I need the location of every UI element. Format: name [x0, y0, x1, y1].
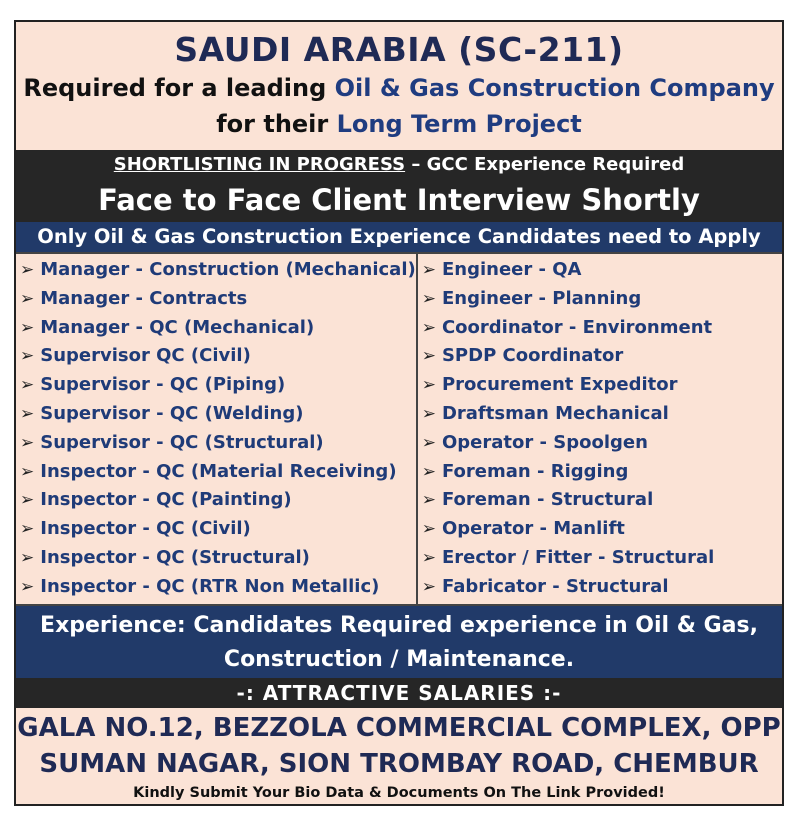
- position-title: Manager - Construction (Mechanical): [40, 259, 416, 280]
- gcc-requirement: – GCC Experience Required: [405, 154, 685, 175]
- positions-lists: [16, 252, 782, 606]
- positions-left-column: [16, 254, 418, 604]
- arrow-bullet-icon: ➢: [20, 461, 35, 482]
- requirement-line: [16, 70, 782, 106]
- position-title: Inspector - QC (Structural): [40, 546, 310, 568]
- address-line-2: SUMAN NAGAR, SION TROMBAY ROAD, CHEMBUR: [39, 749, 759, 779]
- interview-band: Face to Face Client Interview Shortly: [16, 180, 782, 222]
- position-title: Fabricator - Structural: [441, 575, 669, 597]
- position-title: Engineer - Planning: [441, 287, 642, 309]
- position-title: Coordinator - Environment: [441, 316, 713, 338]
- arrow-bullet-icon: ➢: [421, 432, 436, 453]
- position-title: Engineer - QA: [441, 259, 582, 280]
- position-title: Inspector - QC (RTR Non Metallic): [40, 575, 380, 597]
- positions-right-list: [418, 256, 782, 602]
- position-item: [422, 458, 782, 487]
- position-title: Foreman - Structural: [441, 489, 654, 511]
- arrow-bullet-icon: ➢: [20, 432, 35, 453]
- project-prefix: for their: [216, 110, 337, 138]
- shortlisting-label: SHORTLISTING IN PROGRESS: [113, 154, 406, 175]
- address-line-1: GALA NO.12, BEZZOLA COMMERCIAL COMPLEX, OPP: [17, 713, 781, 743]
- project-type: Long Term Project: [336, 110, 582, 138]
- company-type: Oil & Gas Construction Company: [334, 74, 775, 102]
- position-item: [422, 429, 782, 458]
- position-title: Operator - Manlift: [441, 518, 625, 540]
- positions-right-column: [418, 254, 782, 604]
- position-title: Draftsman Mechanical: [441, 402, 669, 424]
- apply-band: Only Oil & Gas Construction Experience Candidates need to Apply: [16, 222, 782, 252]
- footer-note: Kindly Submit Your Bio Data & Documents On The Link Provided!: [133, 785, 665, 801]
- salaries-band: -: ATTRACTIVE SALARIES :-: [16, 678, 782, 708]
- arrow-bullet-icon: ➢: [421, 403, 436, 424]
- position-item: [20, 256, 416, 285]
- position-title: Supervisor - QC (Welding): [40, 402, 304, 424]
- arrow-bullet-icon: ➢: [20, 403, 35, 424]
- position-item: [422, 515, 782, 544]
- arrow-bullet-icon: ➢: [20, 260, 35, 280]
- position-item: [20, 285, 416, 314]
- experience-line-1: Experience: Candidates Required experience in Oil & Gas,: [40, 613, 758, 638]
- arrow-bullet-icon: ➢: [20, 547, 35, 568]
- arrow-bullet-icon: ➢: [421, 346, 436, 367]
- position-item: [422, 544, 782, 573]
- position-item: [422, 486, 782, 515]
- project-line: [16, 106, 782, 142]
- position-item: [20, 544, 416, 573]
- arrow-bullet-icon: ➢: [421, 375, 436, 396]
- arrow-bullet-icon: ➢: [20, 317, 35, 338]
- arrow-bullet-icon: ➢: [421, 260, 436, 280]
- job-poster: [14, 20, 784, 806]
- arrow-bullet-icon: ➢: [421, 288, 436, 309]
- position-title: Supervisor QC (Civil): [40, 345, 251, 367]
- position-item: [422, 256, 782, 285]
- position-title: Procurement Expeditor: [441, 374, 678, 396]
- position-item: [422, 573, 782, 602]
- arrow-bullet-icon: ➢: [421, 317, 436, 338]
- poster-title: SAUDI ARABIA (SC-211): [174, 30, 624, 69]
- arrow-bullet-icon: ➢: [20, 288, 35, 309]
- position-item: [20, 400, 416, 429]
- position-item: [20, 429, 416, 458]
- arrow-bullet-icon: ➢: [421, 490, 436, 511]
- position-item: [20, 515, 416, 544]
- position-title: Supervisor - QC (Structural): [40, 431, 324, 453]
- arrow-bullet-icon: ➢: [421, 576, 436, 597]
- positions-left-list: [16, 256, 416, 602]
- position-title: Manager - QC (Mechanical): [40, 316, 315, 338]
- position-item: [20, 342, 416, 371]
- position-title: Operator - Spoolgen: [441, 431, 648, 453]
- position-title: Inspector - QC (Civil): [40, 518, 251, 540]
- shortlisting-band: [16, 150, 782, 180]
- arrow-bullet-icon: ➢: [20, 490, 35, 511]
- poster-header: [16, 22, 782, 150]
- arrow-bullet-icon: ➢: [20, 519, 35, 540]
- position-item: [20, 371, 416, 400]
- arrow-bullet-icon: ➢: [20, 375, 35, 396]
- position-title: SPDP Coordinator: [441, 345, 624, 367]
- position-title: Inspector - QC (Painting): [40, 489, 292, 511]
- position-title: Inspector - QC (Material Receiving): [40, 460, 397, 482]
- position-title: Manager - Contracts: [40, 287, 248, 309]
- position-item: [20, 458, 416, 487]
- arrow-bullet-icon: ➢: [421, 461, 436, 482]
- arrow-bullet-icon: ➢: [421, 547, 436, 568]
- arrow-bullet-icon: ➢: [421, 519, 436, 540]
- position-title: Erector / Fitter - Structural: [441, 546, 715, 568]
- position-item: [422, 285, 782, 314]
- position-item: [422, 371, 782, 400]
- arrow-bullet-icon: ➢: [20, 346, 35, 367]
- address-block: [16, 708, 782, 782]
- position-item: [422, 342, 782, 371]
- position-item: [20, 486, 416, 515]
- position-item: [422, 314, 782, 343]
- experience-band: [16, 606, 782, 678]
- position-item: [422, 400, 782, 429]
- position-title: Foreman - Rigging: [441, 460, 629, 482]
- experience-line-2: Construction / Maintenance.: [223, 647, 575, 672]
- requirement-prefix: Required for a leading: [23, 74, 335, 102]
- position-title: Supervisor - QC (Piping): [40, 374, 286, 396]
- position-item: [20, 573, 416, 602]
- arrow-bullet-icon: ➢: [20, 576, 35, 597]
- position-item: [20, 314, 416, 343]
